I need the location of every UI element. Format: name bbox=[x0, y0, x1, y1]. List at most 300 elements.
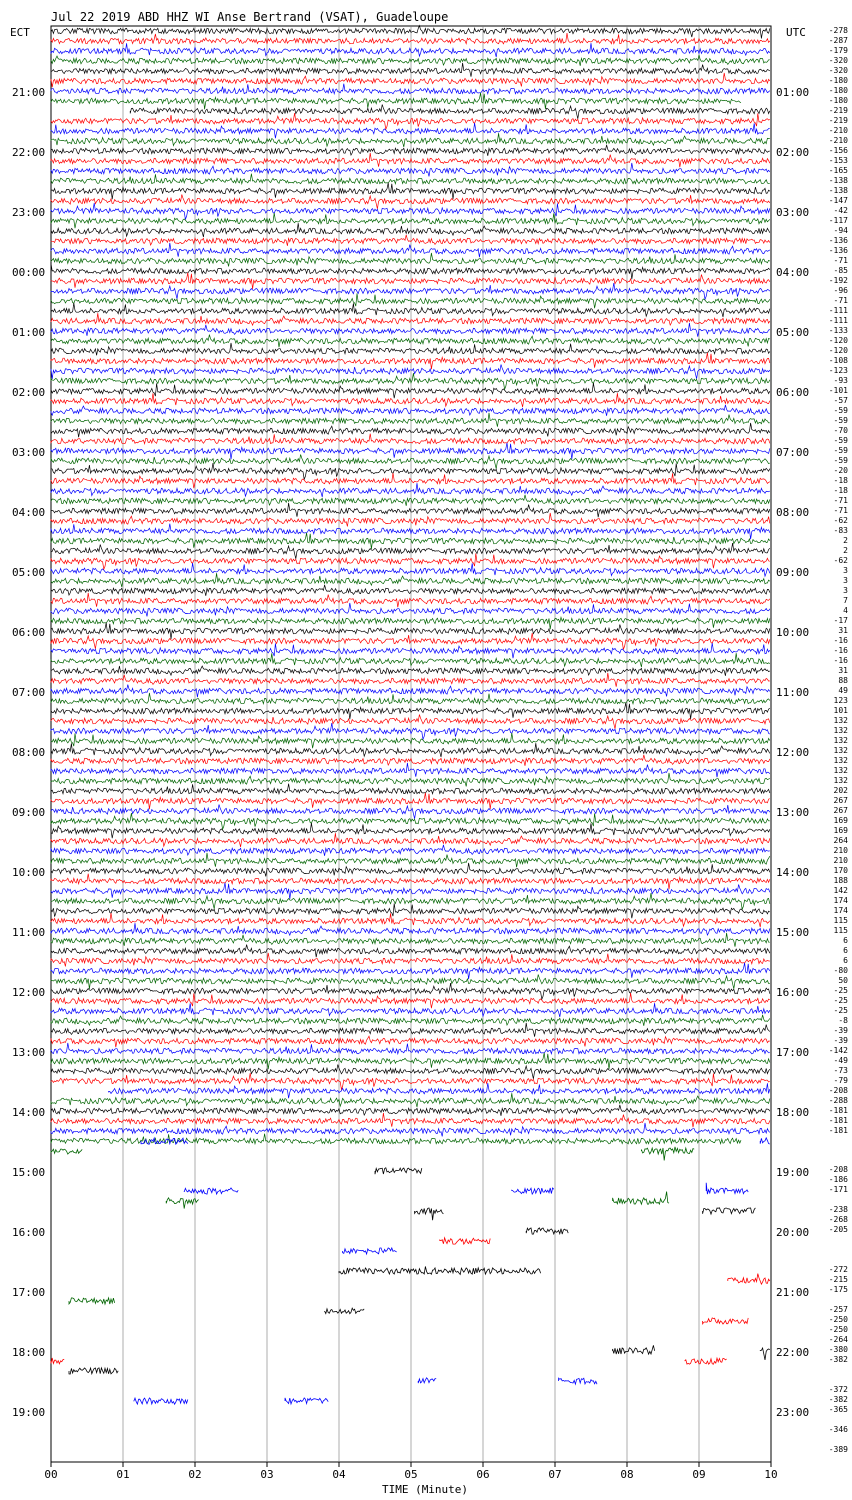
trace-98 bbox=[51, 1003, 770, 1017]
trace-89 bbox=[51, 913, 770, 927]
trace-24 bbox=[51, 264, 770, 280]
right-hour-label: 08:00 bbox=[776, 506, 810, 519]
trace-47 bbox=[51, 495, 770, 506]
partial-trace-25 bbox=[418, 1378, 436, 1383]
trace-59 bbox=[51, 617, 770, 629]
partial-offset-label: -382 bbox=[828, 1395, 848, 1404]
trace-96 bbox=[51, 983, 770, 999]
trace-16 bbox=[51, 183, 770, 199]
trace-offset-label: -156 bbox=[828, 146, 848, 155]
trace-27 bbox=[51, 293, 770, 308]
trace-offset-label: -59 bbox=[833, 406, 848, 415]
x-tick-label: 08 bbox=[620, 1468, 634, 1481]
trace-offset-labels bbox=[829, 26, 848, 1454]
trace-offset-label: -59 bbox=[833, 436, 848, 445]
partial-trace-19 bbox=[703, 1318, 749, 1324]
right-hour-label: 07:00 bbox=[776, 446, 810, 459]
trace-offset-label: 132 bbox=[833, 726, 848, 735]
right-hour-label: 23:00 bbox=[776, 1406, 810, 1419]
trace-offset-label: -62 bbox=[833, 556, 848, 565]
trace-offset-label: -320 bbox=[828, 66, 848, 75]
partial-trace-14 bbox=[343, 1248, 397, 1254]
trace-offset-label: 132 bbox=[833, 746, 848, 755]
trace-offset-label: -180 bbox=[828, 86, 848, 95]
trace-92 bbox=[51, 945, 770, 958]
trace-offset-label: 3 bbox=[843, 566, 848, 575]
trace-offset-label: -108 bbox=[828, 356, 848, 365]
trace-offset-label: 4 bbox=[843, 606, 848, 615]
left-hour-label: 05:00 bbox=[12, 566, 46, 579]
trace-offset-label: -288 bbox=[828, 1096, 848, 1105]
trace-offset-label: -59 bbox=[833, 456, 848, 465]
right-hour-label: 13:00 bbox=[776, 806, 810, 819]
partial-trace-5 bbox=[184, 1188, 238, 1194]
trace-58 bbox=[51, 603, 770, 617]
trace-offset-label: -25 bbox=[833, 986, 848, 995]
trace-54 bbox=[51, 563, 770, 576]
trace-6 bbox=[51, 84, 770, 94]
right-hour-label: 06:00 bbox=[776, 386, 810, 399]
trace-offset-label: 142 bbox=[833, 886, 848, 895]
trace-offset-label: -117 bbox=[828, 216, 848, 225]
partial-offset-label: -175 bbox=[828, 1285, 848, 1294]
right-hour-label: 19:00 bbox=[776, 1166, 810, 1179]
trace-offset-label: -16 bbox=[833, 636, 848, 645]
trace-offset-label: 88 bbox=[838, 676, 848, 685]
partial-offset-label: -272 bbox=[828, 1265, 848, 1274]
trace-78 bbox=[51, 805, 770, 819]
partial-traces bbox=[51, 1138, 770, 1404]
trace-72 bbox=[51, 743, 770, 757]
trace-offset-label: -16 bbox=[833, 656, 848, 665]
right-hour-label: 05:00 bbox=[776, 326, 810, 339]
partial-trace-16 bbox=[728, 1274, 770, 1285]
partial-trace-2 bbox=[641, 1147, 694, 1161]
trace-offset-label: -83 bbox=[833, 526, 848, 535]
trace-104 bbox=[51, 1065, 770, 1079]
trace-offset-label: -181 bbox=[828, 1106, 848, 1115]
trace-offset-label: -8 bbox=[838, 1016, 848, 1025]
trace-offset-label: -136 bbox=[828, 236, 848, 245]
right-hour-label: 14:00 bbox=[776, 866, 810, 879]
trace-offset-label: -57 bbox=[833, 396, 848, 405]
trace-37 bbox=[51, 393, 770, 407]
trace-offset-label: 115 bbox=[833, 926, 848, 935]
trace-56 bbox=[51, 585, 770, 596]
trace-57 bbox=[51, 593, 770, 607]
trace-offset-label: 174 bbox=[833, 906, 848, 915]
trace-offset-label: -138 bbox=[828, 176, 848, 185]
trace-offset-label: -181 bbox=[828, 1116, 848, 1125]
trace-offset-label: 3 bbox=[843, 576, 848, 585]
trace-34 bbox=[51, 365, 770, 380]
trace-91 bbox=[51, 933, 770, 947]
partial-trace-7 bbox=[512, 1188, 554, 1194]
trace-75 bbox=[51, 773, 770, 787]
partial-offset-label: -238 bbox=[828, 1205, 848, 1214]
left-axis-label: ECT bbox=[10, 26, 30, 39]
trace-offset-label: -180 bbox=[828, 96, 848, 105]
trace-25 bbox=[51, 273, 770, 289]
partial-offset-label: -208 bbox=[828, 1165, 848, 1174]
trace-offset-label: 169 bbox=[833, 816, 848, 825]
trace-21 bbox=[51, 235, 770, 246]
trace-offset-label: -20 bbox=[833, 466, 848, 475]
trace-offset-label: -287 bbox=[828, 36, 848, 45]
trace-offset-label: 169 bbox=[833, 826, 848, 835]
trace-offset-label: -49 bbox=[833, 1056, 848, 1065]
trace-offset-label: 31 bbox=[838, 666, 848, 675]
right-hour-label: 16:00 bbox=[776, 986, 810, 999]
trace-offset-label: -80 bbox=[833, 966, 848, 975]
partial-trace-0 bbox=[51, 1149, 82, 1154]
trace-40 bbox=[51, 423, 770, 437]
trace-77 bbox=[51, 793, 770, 809]
right-hour-label: 15:00 bbox=[776, 926, 810, 939]
trace-85 bbox=[51, 874, 770, 890]
trace-offset-label: 210 bbox=[833, 856, 848, 865]
trace-73 bbox=[51, 755, 770, 766]
trace-60 bbox=[51, 623, 770, 639]
trace-62 bbox=[51, 643, 770, 658]
trace-offset-label: 132 bbox=[833, 756, 848, 765]
trace-offset-label: -39 bbox=[833, 1026, 848, 1035]
trace-offset-label: 49 bbox=[838, 686, 848, 695]
trace-76 bbox=[51, 784, 770, 794]
trace-2 bbox=[51, 43, 770, 57]
trace-offset-label: -18 bbox=[833, 486, 848, 495]
left-hour-label: 18:00 bbox=[12, 1346, 46, 1359]
right-hour-labels bbox=[776, 86, 809, 1419]
left-hour-label: 21:00 bbox=[12, 86, 46, 99]
trace-15 bbox=[51, 174, 770, 184]
trace-83 bbox=[51, 853, 770, 867]
left-hour-label: 11:00 bbox=[12, 926, 46, 939]
left-hour-label: 19:00 bbox=[12, 1406, 46, 1419]
partial-offset-label: -372 bbox=[828, 1385, 848, 1394]
trace-offset-label: -18 bbox=[833, 476, 848, 485]
trace-offset-label: -153 bbox=[828, 156, 848, 165]
x-tick-label: 07 bbox=[548, 1468, 562, 1481]
trace-offset-label: 202 bbox=[833, 786, 848, 795]
trace-68 bbox=[51, 703, 770, 719]
trace-12 bbox=[51, 145, 770, 156]
trace-offset-label: -136 bbox=[828, 246, 848, 255]
trace-offset-label: -93 bbox=[833, 376, 848, 385]
trace-17 bbox=[51, 195, 770, 209]
partial-trace-15 bbox=[339, 1267, 541, 1275]
trace-offset-label: 50 bbox=[838, 976, 848, 985]
partial-trace-28 bbox=[285, 1398, 328, 1404]
right-hour-label: 18:00 bbox=[776, 1106, 810, 1119]
trace-offset-label: -39 bbox=[833, 1036, 848, 1045]
trace-26 bbox=[51, 283, 770, 299]
trace-70 bbox=[51, 723, 770, 739]
trace-9 bbox=[51, 113, 770, 129]
right-hour-label: 21:00 bbox=[776, 1286, 810, 1299]
left-hour-label: 15:00 bbox=[12, 1166, 46, 1179]
trace-109 bbox=[51, 1113, 770, 1127]
partial-offset-label: -186 bbox=[828, 1175, 848, 1184]
trace-36 bbox=[51, 383, 770, 398]
trace-offset-label: 132 bbox=[833, 736, 848, 745]
trace-55 bbox=[51, 573, 770, 587]
trace-offset-label: -25 bbox=[833, 1006, 848, 1015]
trace-offset-label: -165 bbox=[828, 166, 848, 175]
trace-offset-label: -120 bbox=[828, 336, 848, 345]
trace-41 bbox=[51, 434, 770, 444]
x-tick-label: 00 bbox=[44, 1468, 58, 1481]
right-hour-label: 01:00 bbox=[776, 86, 810, 99]
trace-offset-label: 267 bbox=[833, 796, 848, 805]
trace-offset-label: 123 bbox=[833, 696, 848, 705]
x-tick-label: 10 bbox=[764, 1468, 778, 1481]
right-axis-label: UTC bbox=[786, 26, 806, 39]
trace-offset-label: -142 bbox=[828, 1046, 848, 1055]
partial-offset-label: -365 bbox=[828, 1405, 848, 1414]
right-hour-label: 02:00 bbox=[776, 146, 810, 159]
trace-offset-label: -71 bbox=[833, 496, 848, 505]
partial-trace-22 bbox=[51, 1358, 64, 1364]
partial-offset-label: -250 bbox=[828, 1325, 848, 1334]
trace-7 bbox=[51, 93, 741, 109]
left-hour-label: 08:00 bbox=[12, 746, 46, 759]
x-tick-label: 04 bbox=[332, 1468, 346, 1481]
trace-64 bbox=[51, 666, 770, 676]
trace-101 bbox=[51, 1036, 770, 1047]
trace-offset-label: -192 bbox=[828, 276, 848, 285]
x-tick-label: 02 bbox=[188, 1468, 202, 1481]
trace-94 bbox=[51, 963, 770, 979]
left-hour-label: 14:00 bbox=[12, 1106, 46, 1119]
trace-offset-label: 264 bbox=[833, 836, 848, 845]
trace-offset-label: -96 bbox=[833, 286, 848, 295]
trace-67 bbox=[51, 693, 770, 704]
trace-offset-label: -17 bbox=[833, 616, 848, 625]
right-hour-label: 17:00 bbox=[776, 1046, 810, 1059]
trace-48 bbox=[51, 503, 770, 517]
trace-8 bbox=[130, 105, 770, 119]
partial-trace-24 bbox=[69, 1368, 118, 1374]
trace-offset-label: -16 bbox=[833, 646, 848, 655]
trace-80 bbox=[51, 823, 770, 838]
partial-trace-9 bbox=[706, 1183, 748, 1194]
trace-38 bbox=[51, 405, 770, 416]
trace-100 bbox=[51, 1023, 770, 1037]
partial-trace-20 bbox=[613, 1345, 655, 1354]
trace-42 bbox=[51, 443, 770, 459]
trace-14 bbox=[51, 163, 770, 177]
right-hour-label: 09:00 bbox=[776, 566, 810, 579]
x-tick-labels bbox=[44, 1462, 777, 1481]
trace-66 bbox=[51, 685, 770, 698]
left-hour-label: 04:00 bbox=[12, 506, 46, 519]
partial-offset-label: -171 bbox=[828, 1185, 848, 1194]
left-hour-label: 17:00 bbox=[12, 1286, 46, 1299]
right-hour-label: 10:00 bbox=[776, 626, 810, 639]
trace-offset-label: -85 bbox=[833, 266, 848, 275]
trace-offset-label: -210 bbox=[828, 126, 848, 135]
trace-90 bbox=[51, 923, 770, 935]
x-axis-label: TIME (Minute) bbox=[381, 1483, 469, 1496]
trace-offset-label: -219 bbox=[828, 116, 848, 125]
trace-3 bbox=[51, 55, 770, 66]
trace-offset-label: -219 bbox=[828, 106, 848, 115]
trace-99 bbox=[51, 1015, 770, 1026]
trace-11 bbox=[51, 133, 770, 147]
trace-105 bbox=[51, 1073, 770, 1089]
trace-49 bbox=[51, 513, 770, 527]
x-tick-label: 09 bbox=[692, 1468, 706, 1481]
left-hour-label: 23:00 bbox=[12, 206, 46, 219]
trace-offset-label: 188 bbox=[833, 876, 848, 885]
trace-88 bbox=[51, 903, 770, 918]
right-hour-label: 11:00 bbox=[776, 686, 810, 699]
trace-offset-label: 170 bbox=[833, 866, 848, 875]
trace-81 bbox=[51, 833, 770, 847]
trace-43 bbox=[51, 455, 770, 469]
trace-offset-label: 2 bbox=[843, 536, 848, 545]
partial-trace-21 bbox=[760, 1348, 770, 1360]
left-hour-label: 22:00 bbox=[12, 146, 46, 159]
trace-45 bbox=[51, 473, 770, 488]
left-hour-label: 13:00 bbox=[12, 1046, 46, 1059]
trace-offset-label: -59 bbox=[833, 446, 848, 455]
trace-10 bbox=[51, 123, 770, 138]
left-hour-label: 03:00 bbox=[12, 446, 46, 459]
left-hour-label: 00:00 bbox=[12, 266, 46, 279]
partial-offset-label: -346 bbox=[828, 1425, 848, 1434]
partial-trace-8 bbox=[613, 1192, 669, 1205]
trace-offset-label: 2 bbox=[843, 546, 848, 555]
trace-offset-label: 101 bbox=[833, 706, 848, 715]
partial-offset-label: -380 bbox=[828, 1345, 848, 1354]
trace-87 bbox=[51, 893, 770, 909]
trace-23 bbox=[51, 253, 770, 267]
trace-offset-label: -73 bbox=[833, 1066, 848, 1075]
trace-offset-label: -101 bbox=[828, 386, 848, 395]
trace-offset-label: -208 bbox=[828, 1086, 848, 1095]
seismic-traces bbox=[51, 26, 770, 1144]
trace-93 bbox=[51, 953, 770, 967]
trace-44 bbox=[51, 463, 770, 479]
partial-trace-12 bbox=[526, 1228, 568, 1234]
right-hour-label: 03:00 bbox=[776, 206, 810, 219]
partial-trace-23 bbox=[685, 1358, 727, 1364]
trace-106 bbox=[109, 1083, 770, 1098]
left-hour-label: 07:00 bbox=[12, 686, 46, 699]
trace-65 bbox=[51, 673, 770, 687]
trace-offset-label: 267 bbox=[833, 806, 848, 815]
partial-offset-label: -215 bbox=[828, 1275, 848, 1284]
trace-offset-label: -42 bbox=[833, 206, 848, 215]
trace-31 bbox=[51, 335, 770, 348]
trace-offset-label: 6 bbox=[843, 936, 848, 945]
trace-offset-label: -320 bbox=[828, 56, 848, 65]
trace-offset-label: 6 bbox=[843, 946, 848, 955]
trace-offset-label: -180 bbox=[828, 76, 848, 85]
trace-71 bbox=[51, 733, 770, 748]
trace-offset-label: -179 bbox=[828, 46, 848, 55]
partial-offset-label: -205 bbox=[828, 1225, 848, 1234]
right-hour-label: 22:00 bbox=[776, 1346, 810, 1359]
trace-18 bbox=[51, 203, 770, 219]
trace-79 bbox=[51, 813, 770, 829]
left-hour-label: 01:00 bbox=[12, 326, 46, 339]
left-hour-label: 02:00 bbox=[12, 386, 46, 399]
trace-offset-label: 132 bbox=[833, 716, 848, 725]
trace-offset-label: -111 bbox=[828, 306, 848, 315]
trace-86 bbox=[51, 883, 770, 899]
trace-offset-label: 3 bbox=[843, 586, 848, 595]
right-hour-label: 04:00 bbox=[776, 266, 810, 279]
trace-35 bbox=[51, 373, 770, 389]
trace-19 bbox=[51, 213, 770, 228]
x-tick-label: 05 bbox=[404, 1468, 418, 1481]
trace-offset-label: -71 bbox=[833, 506, 848, 515]
trace-50 bbox=[51, 524, 770, 540]
partial-trace-10 bbox=[415, 1208, 444, 1220]
trace-offset-label: 132 bbox=[833, 776, 848, 785]
trace-offset-label: -120 bbox=[828, 346, 848, 355]
trace-53 bbox=[51, 553, 770, 569]
trace-30 bbox=[51, 323, 770, 337]
x-tick-label: 03 bbox=[260, 1468, 274, 1481]
chart-title: Jul 22 2019 ABD HHZ WI Anse Bertrand (VSAT), Guadeloupe bbox=[51, 10, 449, 24]
partial-offset-label: -250 bbox=[828, 1315, 848, 1324]
trace-97 bbox=[51, 993, 770, 1008]
left-hour-label: 06:00 bbox=[12, 626, 46, 639]
right-hour-label: 12:00 bbox=[776, 746, 810, 759]
trace-offset-label: -138 bbox=[828, 186, 848, 195]
trace-82 bbox=[51, 845, 770, 856]
partial-trace-26 bbox=[559, 1378, 597, 1384]
trace-offset-label: 115 bbox=[833, 916, 848, 925]
partial-trace-11 bbox=[703, 1208, 756, 1214]
left-hour-label: 09:00 bbox=[12, 806, 46, 819]
trace-offset-label: -181 bbox=[828, 1126, 848, 1135]
trace-84 bbox=[51, 863, 770, 877]
x-tick-label: 01 bbox=[116, 1468, 130, 1481]
trace-offset-label: -59 bbox=[833, 416, 848, 425]
trace-69 bbox=[51, 715, 770, 729]
trace-52 bbox=[51, 543, 770, 559]
partial-offset-label: -264 bbox=[828, 1335, 848, 1344]
trace-offset-label: -111 bbox=[828, 316, 848, 325]
trace-offset-label: 174 bbox=[833, 896, 848, 905]
trace-offset-label: 132 bbox=[833, 766, 848, 775]
trace-95 bbox=[51, 975, 770, 990]
trace-74 bbox=[51, 763, 770, 777]
partial-offset-label: -382 bbox=[828, 1355, 848, 1364]
partial-trace-13 bbox=[440, 1238, 490, 1244]
trace-13 bbox=[51, 153, 770, 167]
left-hour-label: 10:00 bbox=[12, 866, 46, 879]
trace-offset-label: -71 bbox=[833, 296, 848, 305]
right-hour-label: 20:00 bbox=[776, 1226, 810, 1239]
trace-offset-label: -210 bbox=[828, 136, 848, 145]
trace-32 bbox=[51, 343, 770, 355]
partial-offset-label: -257 bbox=[828, 1305, 848, 1314]
partial-trace-18 bbox=[325, 1308, 365, 1314]
trace-offset-label: -71 bbox=[833, 256, 848, 265]
trace-1 bbox=[51, 33, 770, 44]
trace-22 bbox=[51, 243, 770, 257]
trace-offset-label: 7 bbox=[843, 596, 848, 605]
trace-offset-label: 31 bbox=[838, 626, 848, 635]
trace-offset-label: -278 bbox=[828, 26, 848, 35]
trace-offset-label: -123 bbox=[828, 366, 848, 375]
